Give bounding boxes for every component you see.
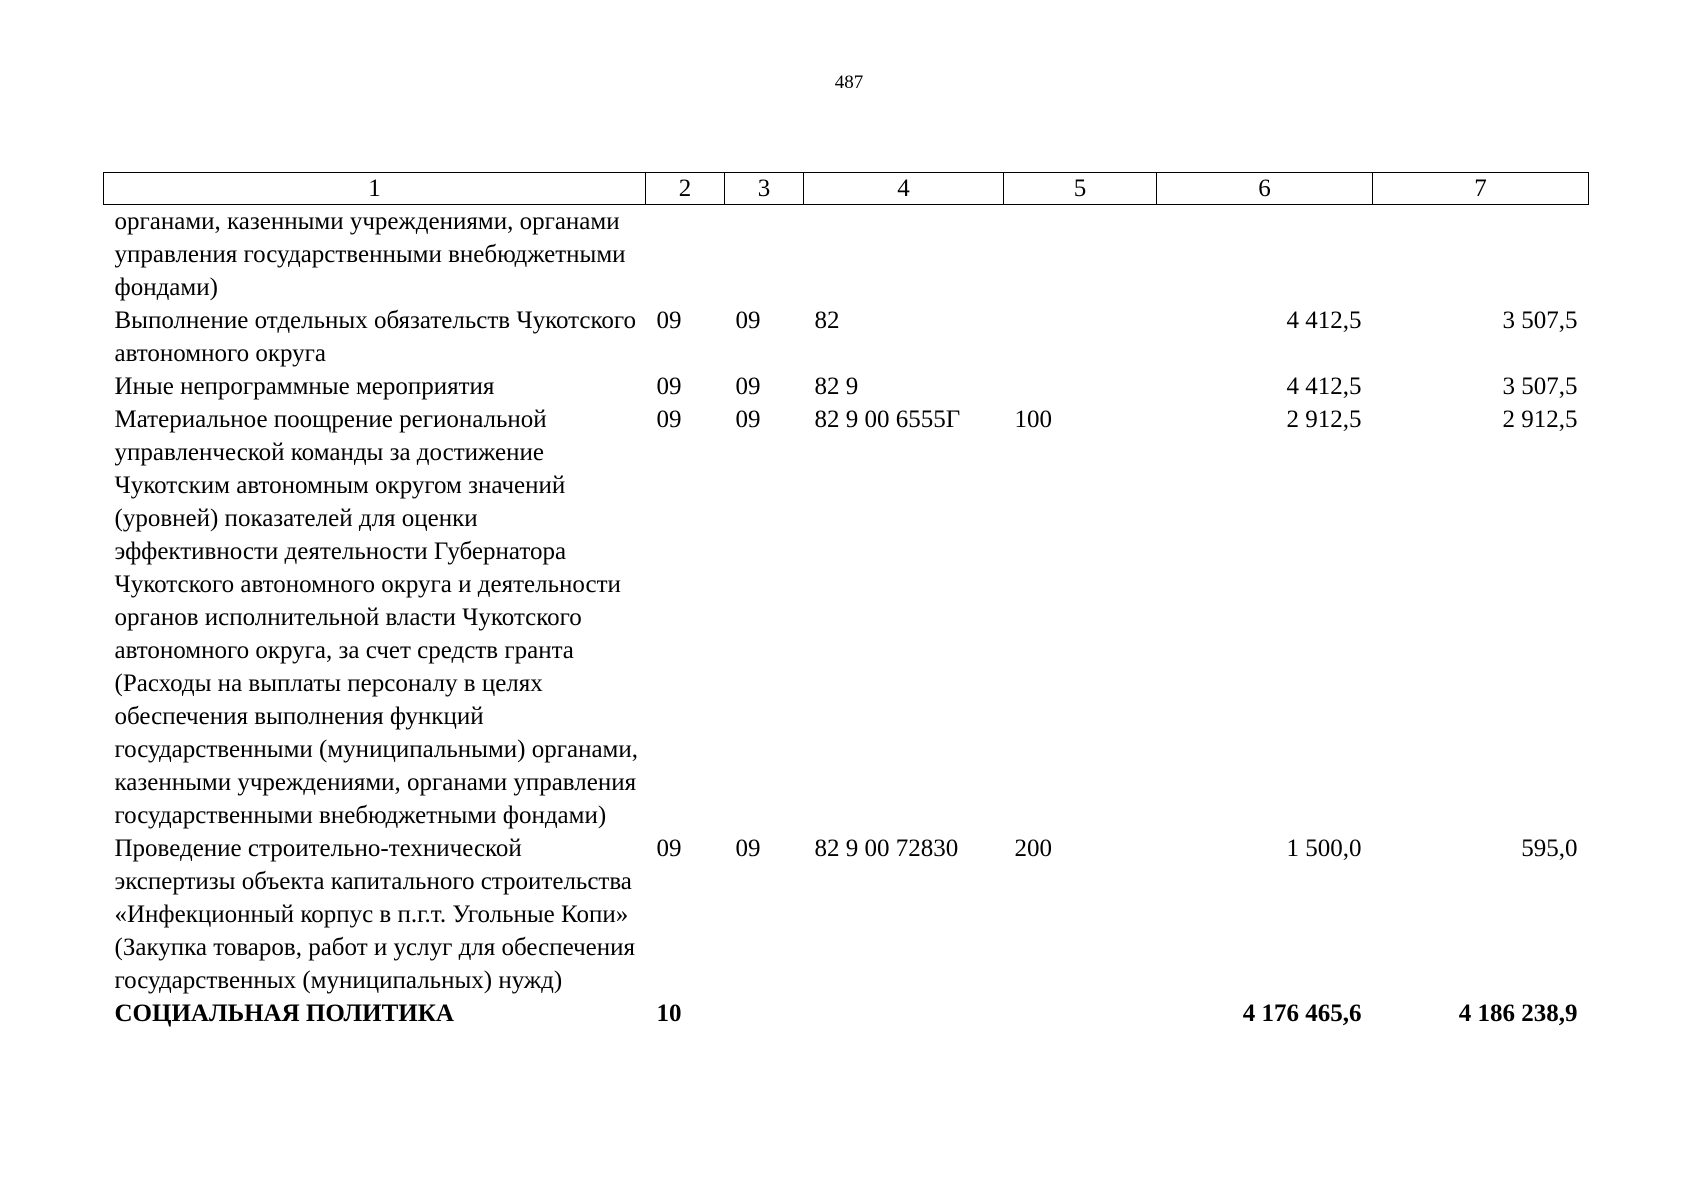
row-col7: 2 912,5	[1502, 406, 1578, 433]
row-type	[1004, 997, 1157, 1030]
row-section: 10	[656, 1000, 682, 1027]
row-section: 09	[656, 307, 682, 334]
row-description: Выполнение отдельных обязательств Чукотского автономного округа	[114, 307, 636, 367]
row-col7: 595,0	[1521, 835, 1578, 862]
row-col6: 2 912,5	[1286, 406, 1362, 433]
header-col-4: 4	[804, 173, 1004, 205]
header-col-2: 2	[646, 173, 725, 205]
row-description: СОЦИАЛЬНАЯ ПОЛИТИКА	[114, 1000, 454, 1027]
row-target: 82 9	[814, 373, 859, 400]
row-target: 82 9 00 72830	[814, 835, 959, 862]
row-subsection: 09	[735, 835, 761, 862]
table-row	[104, 205, 1589, 305]
row-col6: 1 500,0	[1286, 835, 1362, 862]
table-row	[104, 370, 1589, 403]
row-col6: 4 176 465,6	[1242, 1000, 1362, 1027]
header-row	[104, 173, 1589, 205]
row-subsection	[725, 997, 804, 1030]
row-target: 82	[814, 307, 840, 334]
header-col-6: 6	[1157, 173, 1373, 205]
row-type	[1004, 304, 1157, 370]
table-row	[104, 403, 1589, 832]
row-target	[804, 997, 1004, 1030]
row-description: Материальное поощрение региональной управленческой команды за достижение Чукотским автономным округом значений (уровней) показателей для оценки эффективности деятельности Губернатора Чукотского автономного округа и деятельности органов исполнительной власти Чукотского автономного округа, за счет средств гранта (Расходы на выплаты персоналу в целях обеспечения выполнения функций государственными (муниципальными) органами, казенными учреждениями, органами управления государственными внебюджетными фондами)	[114, 406, 638, 829]
row-description: Иные непрограммные мероприятия	[114, 373, 495, 400]
row-description: органами, казенными учреждениями, органами управления государственными внебюджетными фондами)	[114, 208, 626, 301]
row-type: 200	[1014, 835, 1052, 862]
table-row-section-total	[104, 997, 1589, 1030]
row-type	[1004, 205, 1157, 305]
row-col7: 3 507,5	[1502, 307, 1578, 334]
row-col6: 4 412,5	[1286, 307, 1362, 334]
table-row	[104, 304, 1589, 370]
table-body	[104, 205, 1589, 1031]
page-number: 487	[834, 72, 864, 93]
row-type: 100	[1014, 406, 1052, 433]
row-subsection: 09	[735, 307, 761, 334]
row-section	[646, 205, 725, 305]
header-col-1: 1	[104, 173, 646, 205]
row-subsection: 09	[735, 373, 761, 400]
row-col7: 4 186 238,9	[1458, 1000, 1578, 1027]
header-col-5: 5	[1004, 173, 1157, 205]
header-col-3: 3	[725, 173, 804, 205]
row-subsection: 09	[735, 406, 761, 433]
row-type	[1004, 370, 1157, 403]
row-col6	[1157, 205, 1373, 305]
row-target	[804, 205, 1004, 305]
row-col6: 4 412,5	[1286, 373, 1362, 400]
table-row	[104, 832, 1589, 997]
row-section: 09	[656, 835, 682, 862]
table-header	[104, 173, 1589, 205]
row-col7: 3 507,5	[1502, 373, 1578, 400]
row-subsection	[725, 205, 804, 305]
row-section: 09	[656, 373, 682, 400]
header-col-7: 7	[1373, 173, 1589, 205]
budget-table	[103, 172, 1589, 1030]
row-description: Проведение строительно-технической экспертизы объекта капитального строительства «Инфекционный корпус в п.г.т. Угольные Копи» (Закупка товаров, работ и услуг для обеспечения государственных (муниципальных) нужд)	[114, 835, 635, 994]
row-section: 09	[656, 406, 682, 433]
row-col7	[1373, 205, 1589, 305]
row-target: 82 9 00 6555Г	[814, 406, 961, 433]
